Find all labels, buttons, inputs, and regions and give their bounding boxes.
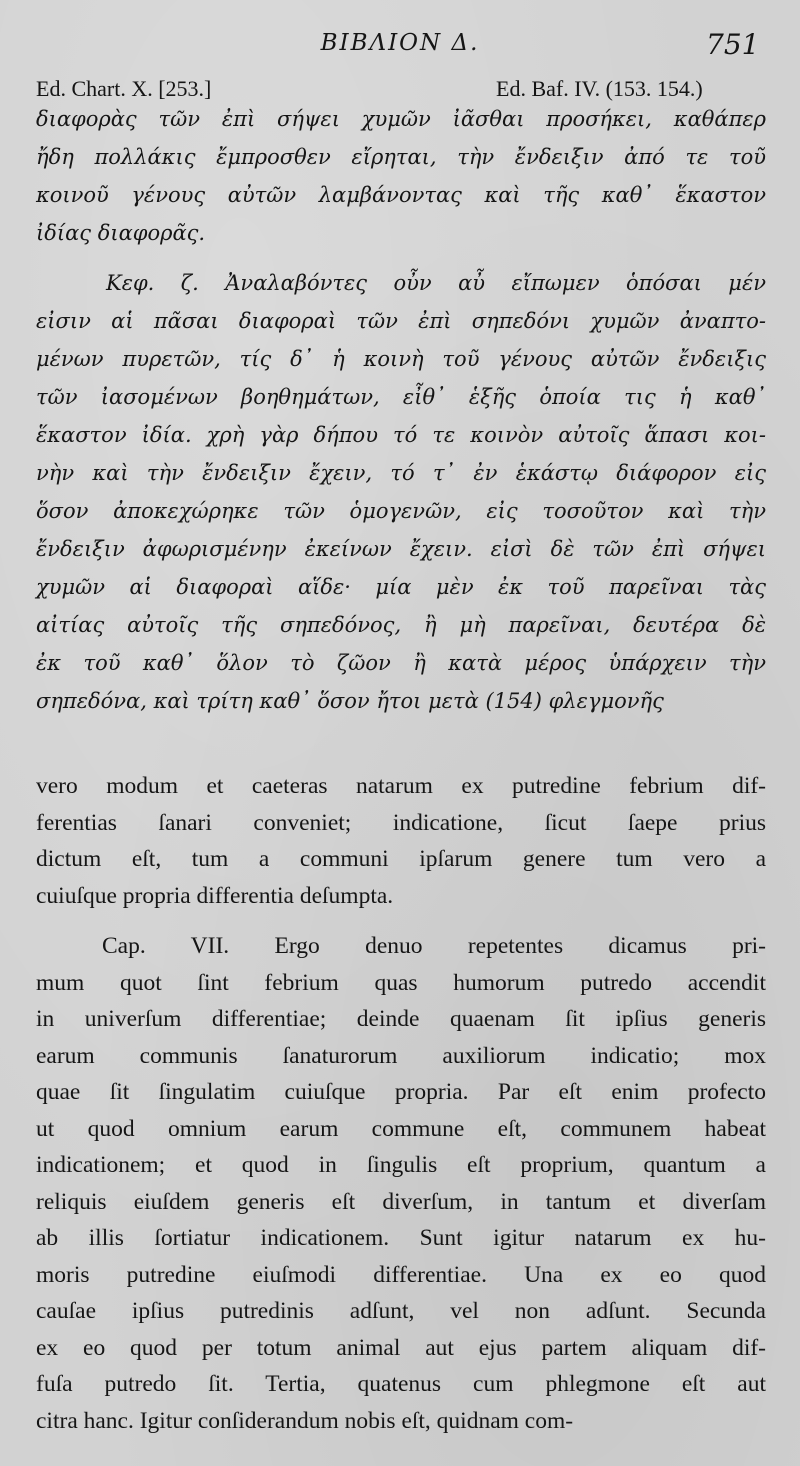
greek-line: εἰσιν αἱ πᾶσαι διαφοραὶ τῶν ἐπὶ σηπεδόνι χυμῶν ἀναπτο- xyxy=(36,309,766,333)
latin-line: quae ſit ſingulatim cuiuſque propria. Par eſt enim profecto xyxy=(36,1079,766,1105)
latin-line: ab illis ſortiatur indicationem. Sunt igitur natarum ex hu- xyxy=(36,1225,766,1251)
edition-reference-left: Ed. Chart. X. [253.] xyxy=(36,76,212,101)
latin-line: ut quod omnium earum commune eſt, communem habeat xyxy=(36,1115,766,1142)
latin-line: ex eo quod per totum animal aut ejus partem aliquam dif- xyxy=(36,1334,766,1361)
latin-line: citra hanc. Igitur conſiderandum nobis eſt, quidnam com- xyxy=(36,1407,574,1434)
greek-chapter-heading-line: Κεφ. ζ. Ἀναλαβόντες οὖν αὖ εἴπωμεν ὁπόσαι μέν xyxy=(106,271,766,295)
greek-line: ἔνδειξιν ἀφωρισμένην ἐκείνων ἔχειν. εἰσὶ δὲ τῶν ἐπὶ σήψει xyxy=(36,537,766,561)
greek-paragraph-2 xyxy=(36,264,766,720)
greek-line: νὴν καὶ τὴν ἔνδειξιν ἔχειν, τό τ᾽ ἐν ἑκάστῳ διάφορον εἰς xyxy=(36,461,766,485)
greek-line: ἐκ τοῦ καθ᾽ ὅλον τὸ ζῶον ἢ κατὰ μέρος ὑπάρχειν τὴν xyxy=(36,651,766,675)
greek-line: αἰτίας αὐτοῖς τῆς σηπεδόνος, ἢ μὴ παρεῖναι, δευτέρα δὲ xyxy=(36,613,766,637)
latin-paragraph-1 xyxy=(36,768,766,914)
greek-line: μένων πυρετῶν, τίς δ᾽ ἡ κοινὴ τοῦ γένους αὐτῶν ἔνδειξις xyxy=(36,347,766,371)
greek-line: τῶν ἰασομένων βοηθημάτων, εἶθ᾽ ἑξῆς ὁποία τις ἡ καθ᾽ xyxy=(36,385,766,409)
page-number: 751 xyxy=(706,28,760,61)
latin-line: fuſa putredo ſit. Tertia, quatenus cum phlegmone eſt aut xyxy=(36,1371,766,1397)
greek-paragraph-1 xyxy=(36,100,766,252)
latin-line: earum communis ſanaturorum auxiliorum indicatio; mox xyxy=(36,1042,766,1069)
greek-line: ἤδη πολλάκις ἔμπροσθεν εἴρηται, τὴν ἔνδειξιν ἀπό τε τοῦ xyxy=(36,145,766,169)
running-title: BIBΛΙΟΝ Δ. xyxy=(320,30,480,56)
latin-chapter-heading-line: Cap. VII. Ergo denuo repetentes dicamus pri- xyxy=(102,933,766,959)
greek-line: ἕκαστον ἰδία. χρὴ γὰρ δήπου τό τε κοινὸν αὐτοῖς ἅπασι κοι- xyxy=(36,423,766,447)
latin-line: dictum eſt, tum a communi ipſarum genere tum vero a xyxy=(36,846,766,872)
latin-paragraph-2 xyxy=(36,928,766,1439)
greek-line: κοινοῦ γένους αὐτῶν λαμβάνοντας καὶ τῆς καθ᾽ ἕκαστον xyxy=(36,183,766,207)
edition-reference-right: Ed. Baf. IV. (153. 154.) xyxy=(496,76,703,101)
latin-line: reliquis eiuſdem generis eſt diverſum, in tantum et diverſam xyxy=(36,1188,766,1215)
latin-line: vero modum et caeteras natarum ex putredine febrium dif- xyxy=(36,773,766,799)
latin-line: ferentias ſanari conveniet; indicatione, ſicut ſaepe prius xyxy=(36,809,766,836)
greek-line: ὅσον ἀποκεχώρηκε τῶν ὁμογενῶν, εἰς τοσοῦτον καὶ τὴν xyxy=(36,499,766,523)
latin-line: cuiuſque propria differentia deſumpta. xyxy=(36,882,394,909)
latin-line: in univerſum differentiae; deinde quaenam ſit ipſius generis xyxy=(36,1006,766,1032)
latin-line: indicationem; et quod in ſingulis eſt proprium, quantum a xyxy=(36,1152,766,1178)
greek-line: διαφορὰς τῶν ἐπὶ σήψει χυμῶν ἰᾶσθαι προσήκει, καθάπερ xyxy=(36,107,766,131)
latin-line: cauſae ipſius putredinis adſunt, vel non adſunt. Secunda xyxy=(36,1298,766,1324)
latin-line: mum quot ſint febrium quas humorum putredo accendit xyxy=(36,969,766,996)
greek-line: ἰδίας διαφορᾶς. xyxy=(36,221,206,245)
greek-line: χυμῶν αἱ διαφοραὶ αἵδε· μία μὲν ἐκ τοῦ παρεῖναι τὰς xyxy=(36,575,766,599)
greek-line: σηπεδόνα, καὶ τρίτη καθ᾽ ὅσον ἤτοι μετὰ (154) φλεγμονῆς xyxy=(36,689,664,713)
latin-line: moris putredine eiuſmodi differentiae. Una ex eo quod xyxy=(36,1261,766,1288)
